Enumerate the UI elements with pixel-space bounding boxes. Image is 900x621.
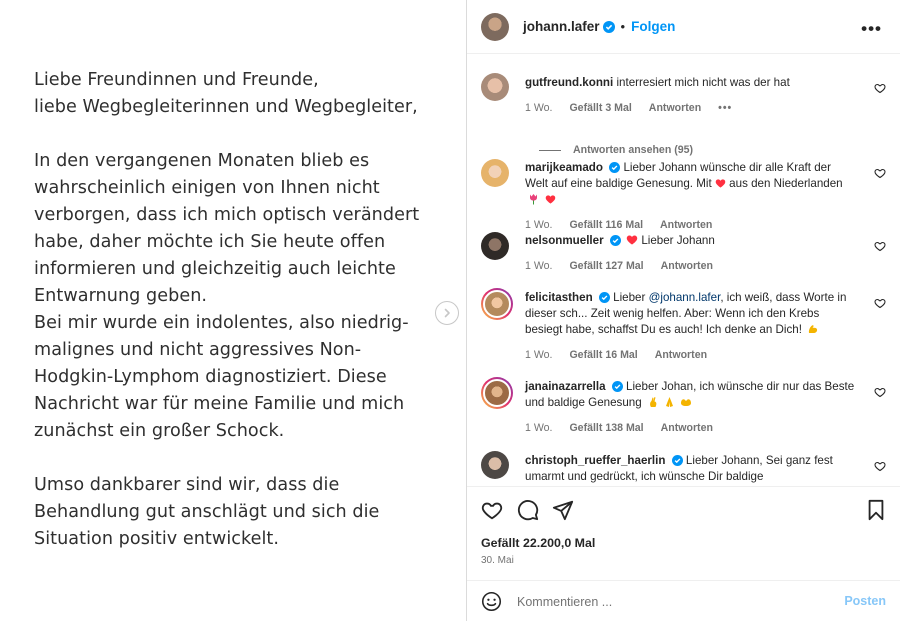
- post-side-panel: [467, 0, 900, 621]
- text-line: Umso dankbarer sind wir, dass die: [34, 475, 340, 495]
- commenter-avatar[interactable]: [481, 377, 513, 409]
- comment-options-icon[interactable]: •••: [718, 102, 733, 114]
- commenter-avatar[interactable]: [481, 73, 509, 101]
- comment-time[interactable]: 1 Wo.: [525, 219, 553, 231]
- follow-button[interactable]: Folgen: [631, 19, 676, 34]
- heart-emoji-icon: [545, 194, 556, 204]
- comment-meta: [525, 100, 856, 116]
- text-line: Entwarnung geben.: [34, 286, 208, 306]
- comment-likes[interactable]: Gefällt 16 Mal: [569, 349, 638, 361]
- text-line: wahrscheinlich einigen von Ihnen nicht: [34, 178, 380, 198]
- comment-likes[interactable]: Gefällt 3 Mal: [569, 102, 632, 114]
- post-date[interactable]: 30. Mai: [481, 555, 514, 566]
- commenter-avatar[interactable]: [481, 451, 509, 479]
- comment-meta: [525, 217, 856, 233]
- separator-dot: •: [620, 19, 626, 34]
- comment-text: , ich weiß, dass Worte in dieser sch... Zeit wenig helfen. Aber: Wenn ich den Krebs besiegt habe, schaffst Du es auch! Ich denke an Dich!: [525, 291, 847, 336]
- paragraph-greeting: [34, 67, 454, 121]
- post-header: [467, 0, 900, 54]
- heart-icon[interactable]: [874, 460, 886, 472]
- text-line: Liebe Freundinnen und Freunde,: [34, 70, 319, 90]
- comments-list[interactable]: [467, 55, 900, 485]
- comment-text: Lieber Johann, Sei ganz fest umarmt und gedrückt, ich wünsche Dir baldige: [525, 454, 833, 483]
- reply-button[interactable]: Antworten: [660, 219, 713, 231]
- author-username[interactable]: johann.lafer: [523, 19, 600, 34]
- commenter-avatar[interactable]: [481, 159, 509, 187]
- text-line: habe, daher möchte ich Sie heute offen: [34, 232, 386, 252]
- comment-likes[interactable]: Gefällt 127 Mal: [569, 260, 644, 272]
- heart-icon[interactable]: [874, 386, 886, 398]
- more-options-icon[interactable]: •••: [861, 19, 882, 38]
- comment-meta: [525, 347, 856, 363]
- comment-username[interactable]: janainazarrella: [525, 380, 606, 393]
- post-comment-button[interactable]: Posten: [844, 594, 886, 608]
- heart-icon[interactable]: [874, 167, 886, 179]
- comment-body: [525, 75, 856, 116]
- comment-composer: [467, 580, 900, 621]
- text-line: liebe Wegbegleiterinnen und Wegbegleiter,: [34, 97, 418, 117]
- text-line: Behandlung gut anschlägt und sich die: [34, 502, 380, 522]
- commenter-avatar[interactable]: [481, 232, 509, 260]
- text-line: Nachricht war für meine Familie und mich: [34, 394, 405, 414]
- comment-username[interactable]: christoph_rueffer_haerlin: [525, 454, 666, 467]
- heart-emoji-icon: [626, 234, 638, 245]
- comment-likes[interactable]: Gefällt 116 Mal: [569, 219, 644, 231]
- comment-input[interactable]: [517, 592, 817, 612]
- text-line: In den vergangenen Monaten blieb es: [34, 151, 370, 171]
- paragraph-announcement: [34, 148, 454, 445]
- reply-button[interactable]: Antworten: [648, 102, 702, 114]
- verified-badge-icon: [609, 162, 620, 173]
- verified-badge-icon: [610, 235, 621, 246]
- tulip-emoji-icon: [528, 193, 539, 205]
- comment-body: [525, 453, 856, 485]
- post-image-text: [34, 67, 454, 580]
- heart-icon[interactable]: [874, 297, 886, 309]
- replies-divider: [539, 150, 561, 151]
- comment-username[interactable]: marijkeamado: [525, 161, 603, 174]
- comment-text: Lieber Johann wünsche dir alle Kraft der Welt auf eine baldige Genesung. Mit: [525, 161, 831, 190]
- comment-time[interactable]: 1 Wo.: [525, 349, 553, 361]
- reply-button[interactable]: Antworten: [660, 422, 713, 434]
- chevron-right-icon: [442, 308, 452, 318]
- comment-text: aus den Niederlanden: [729, 177, 843, 190]
- text-line: Hodgkin-Lymphom diagnostiziert. Diese: [34, 367, 387, 387]
- comment-likes[interactable]: Gefällt 138 Mal: [569, 422, 644, 434]
- comment-username[interactable]: gutfreund.konni: [525, 76, 614, 89]
- comment-time[interactable]: 1 Wo.: [525, 260, 553, 272]
- text-line: verborgen, dass ich mich optisch verändert: [34, 205, 420, 225]
- comment-meta: [525, 258, 856, 274]
- comment-text: interresiert mich nicht was der hat: [616, 76, 790, 89]
- comment-text: Lieber Johan, ich wünsche dir nur das Beste und baldige Genesung: [525, 380, 855, 409]
- flexed-biceps-emoji-icon: [807, 323, 819, 335]
- text-line: malignes und nicht aggressives Non-: [34, 340, 362, 360]
- share-paper-plane-icon[interactable]: [552, 499, 574, 521]
- text-line: zunächst ein großer Schock.: [34, 421, 285, 441]
- bookmark-icon[interactable]: [866, 499, 886, 521]
- comment-body: [525, 160, 856, 233]
- view-replies-label: Antworten ansehen (95): [573, 144, 694, 156]
- praying-hands-emoji-icon: [664, 396, 675, 408]
- verified-badge-icon: [612, 381, 623, 392]
- comment-username[interactable]: nelsonmueller: [525, 234, 604, 247]
- view-replies-button[interactable]: [539, 144, 693, 156]
- commenter-avatar[interactable]: [481, 288, 513, 320]
- comment-text: Lieber: [613, 291, 646, 304]
- comment-body: [525, 379, 856, 436]
- comment-body: [525, 233, 856, 274]
- reply-button[interactable]: Antworten: [654, 349, 708, 361]
- like-count[interactable]: Gefällt 22.200,0 Mal: [481, 536, 596, 550]
- paragraph-closing: [34, 472, 454, 553]
- crossed-fingers-emoji-icon: [648, 396, 659, 408]
- comment-username[interactable]: felicitasthen: [525, 291, 593, 304]
- mention-link[interactable]: @johann.lafer: [648, 291, 721, 304]
- emoji-picker-icon[interactable]: [481, 591, 502, 612]
- heart-icon[interactable]: [874, 240, 886, 252]
- comment-text: Lieber Johann: [641, 234, 715, 247]
- post-actions: [467, 486, 900, 581]
- comment-bubble-icon[interactable]: [517, 499, 539, 521]
- text-line: Situation positiv entwickelt.: [34, 529, 279, 549]
- comment-body: [525, 290, 856, 363]
- text-line: informieren und gleichzeitig auch leichte: [34, 259, 396, 279]
- heart-hands-emoji-icon: [680, 396, 692, 407]
- comment-meta: [525, 420, 856, 436]
- author-avatar[interactable]: [481, 13, 509, 41]
- heart-emoji-icon: [715, 178, 726, 188]
- comment-time[interactable]: 1 Wo.: [525, 102, 553, 114]
- verified-badge-icon: [599, 292, 610, 303]
- reply-button[interactable]: Antworten: [660, 260, 713, 272]
- next-image-button[interactable]: [435, 301, 459, 325]
- comment-time[interactable]: 1 Wo.: [525, 422, 553, 434]
- verified-badge-icon: [672, 455, 683, 466]
- heart-icon[interactable]: [874, 82, 886, 94]
- like-heart-icon[interactable]: [481, 499, 503, 521]
- text-line: Bei mir wurde ein indolentes, also niedrig-: [34, 313, 409, 333]
- verified-badge-icon: [603, 21, 615, 33]
